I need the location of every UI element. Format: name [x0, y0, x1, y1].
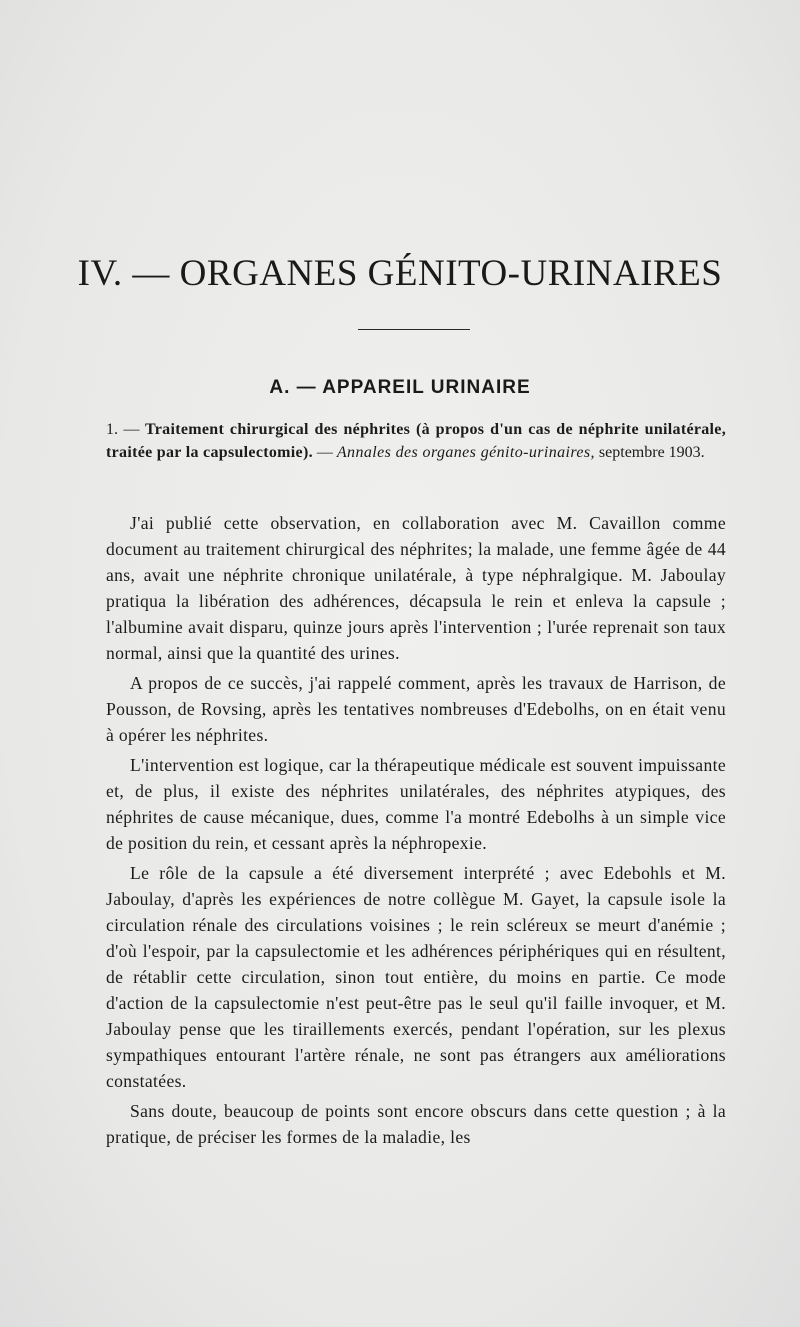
paragraph: L'intervention est logique, car la thérapeutique médicale est souvent impuissante et, de plus, il existe des néphrites unilatérales, des néphrites atypiques, des néphrites de cause mécanique, dues, comme l'a montré Edebolhs à un simple vice de position du rein, et cessant après la néphropexie. — [106, 755, 726, 853]
title-divider — [358, 329, 470, 330]
reference-journal: Annales des organes génito-urinaires, — [336, 444, 595, 462]
paragraph: Sans doute, beaucoup de points sont encore obscurs dans cette question ; à la pratique, de préciser les formes de la maladie, les — [106, 1101, 726, 1147]
paragraph: Le rôle de la capsule a été diversement interprété ; avec Edebohls et M. Jaboulay, d'après les expériences de notre collègue M. Gayet, la capsule isole la circulation rénale des circulations voisines ; le rein scléreux se meurt d'anémie ; d'où l'espoir, par la capsulectomie et les adhérences périphériques qui en résultent, de rétablir cette circulation, sinon tout entière, du moins en partie. Ce mode d'action de la capsulectomie n'est peut-être pas le seul qu'il faille invoquer, et M. Jaboulay pense que les tiraillements exercés, pendant l'opération, sur les plexus sympathiques entourant l'artère rénale, ne sont pas étrangers aux améliorations constatées. — [106, 863, 726, 1091]
bibliographic-reference — [106, 418, 726, 465]
body-text — [106, 510, 726, 1154]
reference-number: 1. — — [106, 421, 140, 438]
paragraph: A propos de ce succès, j'ai rappelé comment, après les travaux de Harrison, de Pousson, de Rovsing, après les tentatives nombreuses d'Edebolhs, on en était venu à opérer les néphrites. — [106, 673, 726, 745]
reference-title: Traitement chirurgical des néphrites (à propos d'un cas de néphrite unilatérale, traitée par la capsulectomie). — [106, 421, 727, 462]
reference-separator: — — [312, 444, 337, 462]
paragraph: J'ai publié cette observation, en collaboration avec M. Cavaillon comme document au traitement chirurgical des néphrites; la malade, une femme âgée de 44 ans, avait une néphrite chronique unilatérale, à type néphralgique. M. Jaboulay pratiqua la libération des adhérences, décapsula le rein et enleva la capsule ; l'albumine avait disparu, quinze jours après l'intervention ; l'urée reprenait son taux normal, ainsi que la quantité des urines. — [106, 513, 726, 663]
chapter-title: IV. — ORGANES GÉNITO-URINAIRES — [77, 253, 723, 294]
section-title: A. — APPAREIL URINAIRE — [269, 377, 531, 398]
reference-date: septembre 1903. — [594, 444, 705, 462]
